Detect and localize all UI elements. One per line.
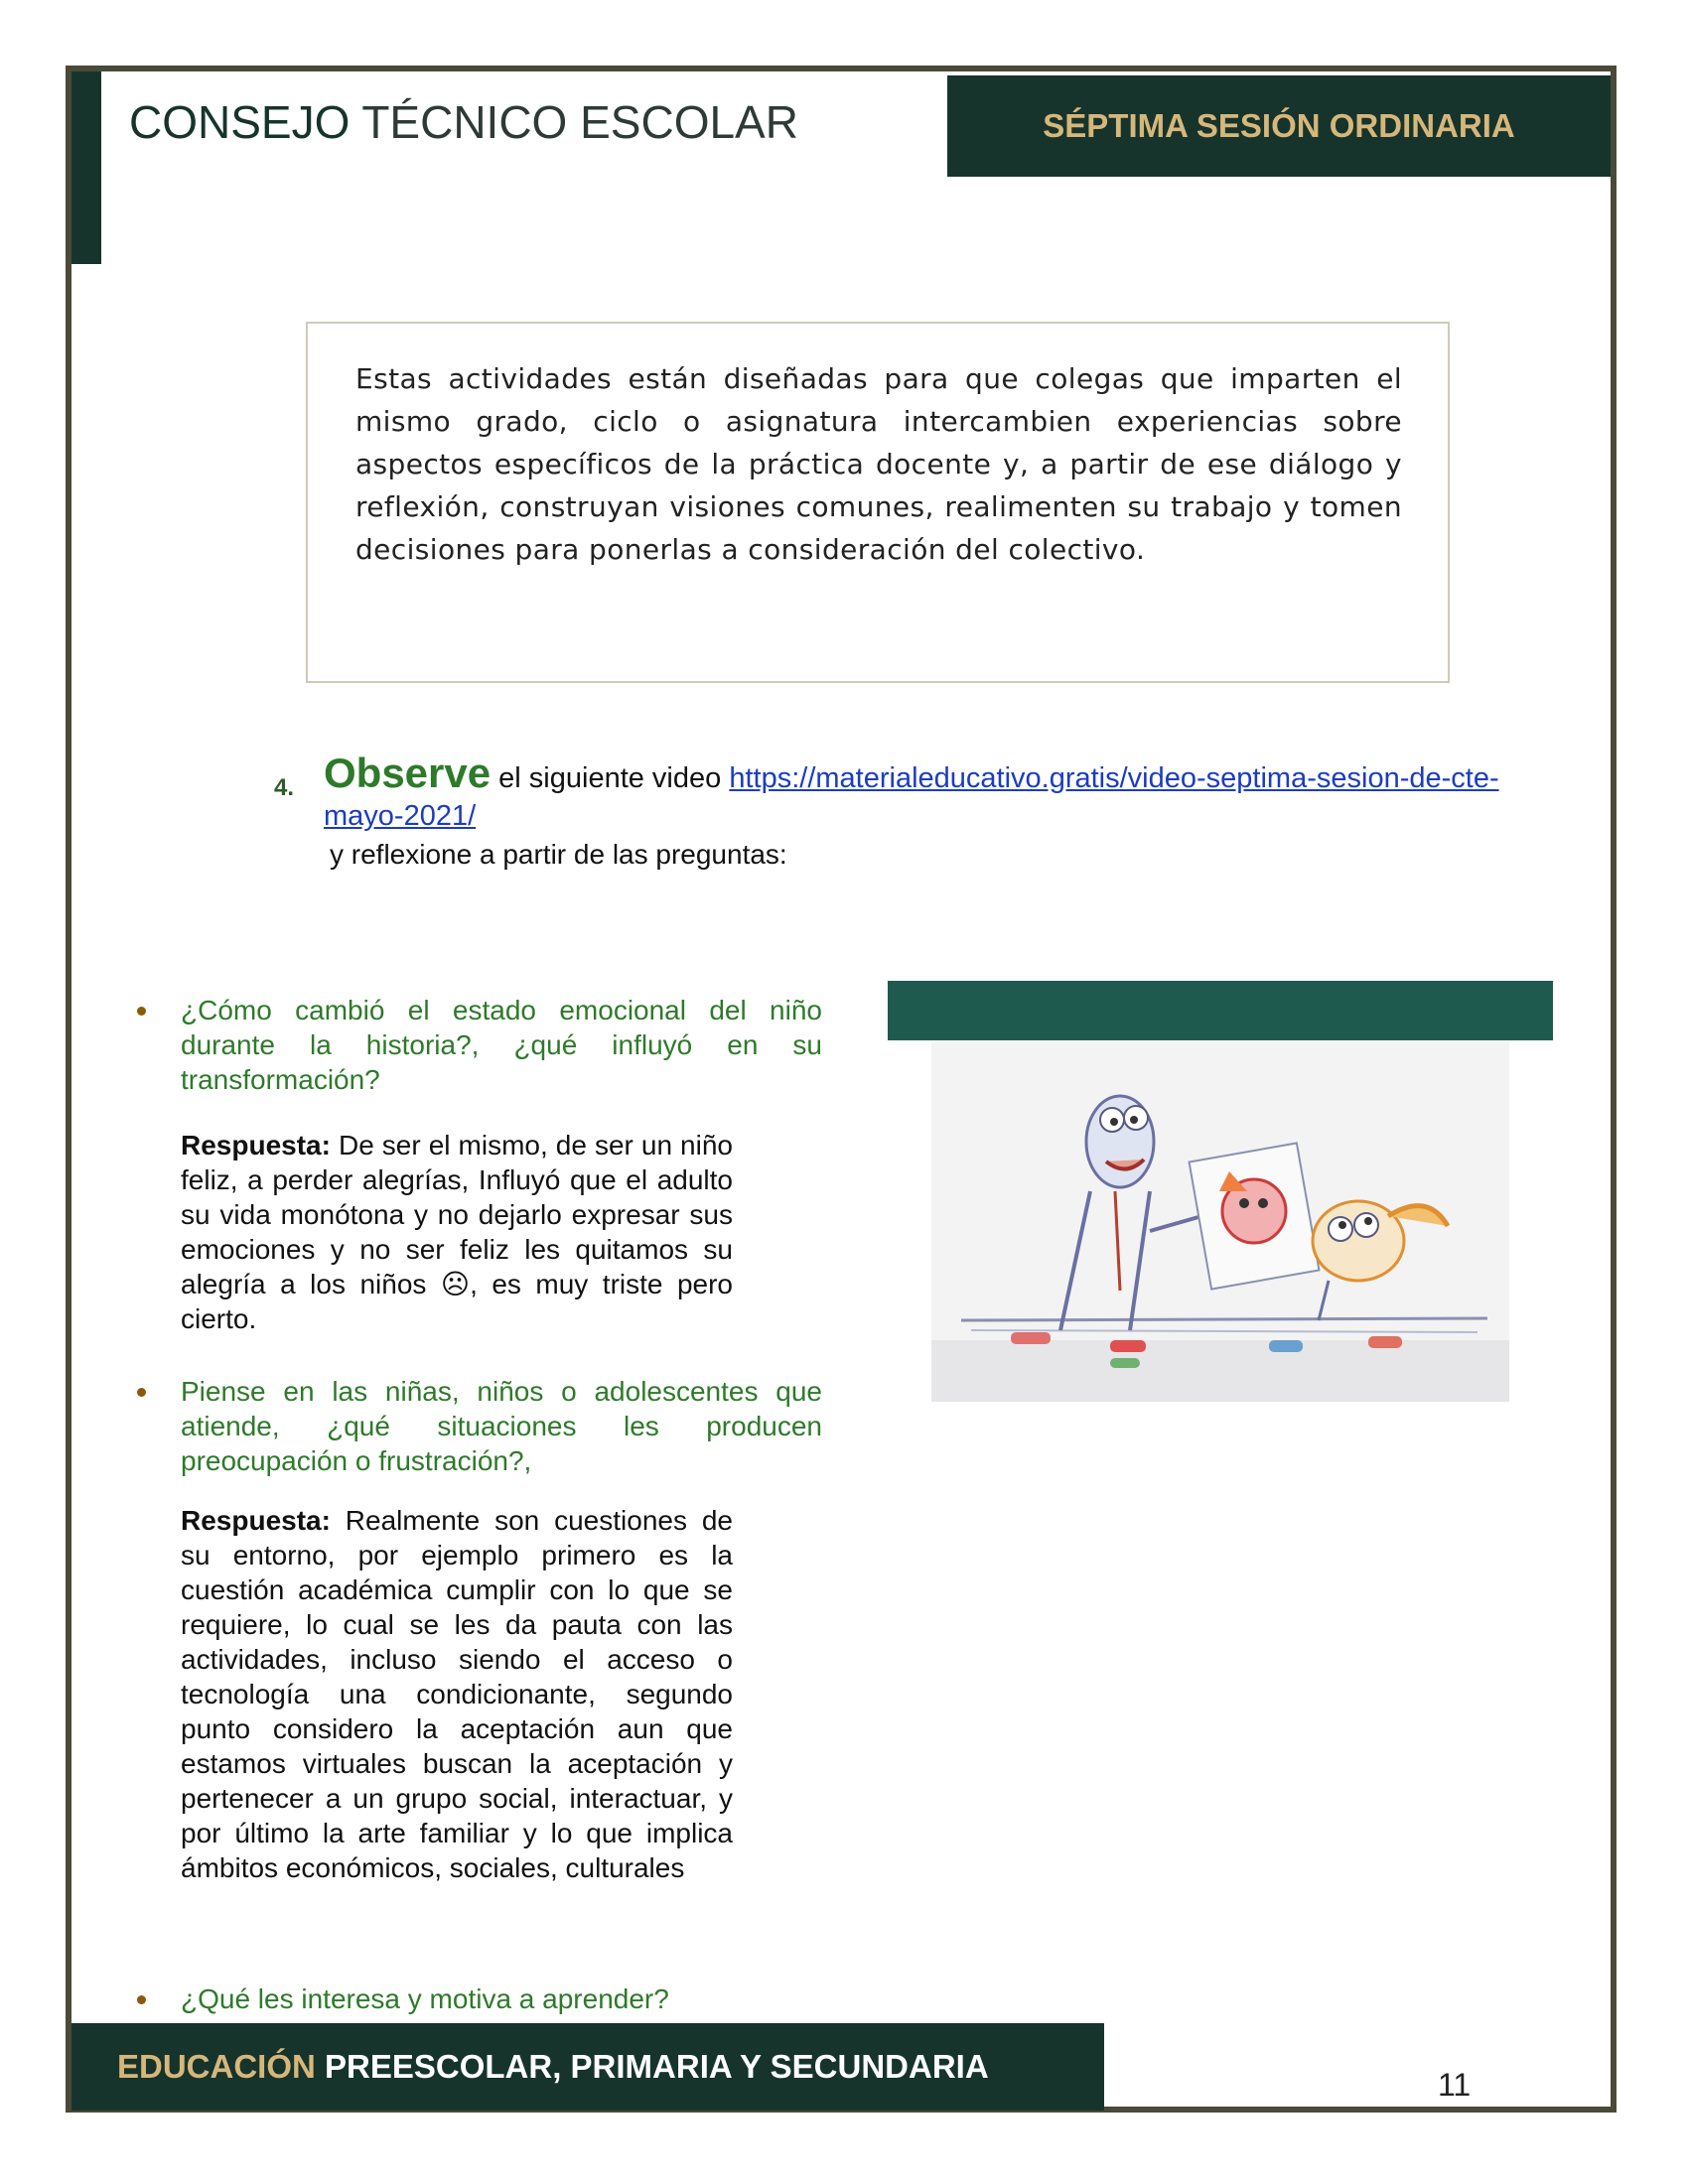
step-instruction (274, 750, 1555, 871)
video-title-bar (888, 981, 1553, 1040)
question-text-3: ¿Qué les interesa y motiva a aprender? (181, 1983, 669, 2014)
answer-text-2: Realmente son cuestiones de su entorno, por ejemplo primero es la cuestión académica cumplir con lo que se requiere, lo cual se les da pauta con las actividades, incluso siendo el acceso o tecnología una condicionante, segundo punto considero la aceptación aun que estamos virtuales buscan la aceptación y pertenecer a un grupo social, interactuar, y por último la arte familiar y lo que implica ámbitos económicos, sociales, culturales (181, 1505, 733, 1883)
bullet-icon (137, 1388, 146, 1397)
question-item-2 (137, 1374, 822, 1478)
session-header-box (947, 75, 1611, 177)
session-label: SÉPTIMA SESIÓN ORDINARIA (1043, 107, 1515, 144)
header-title (129, 95, 798, 149)
footer-accent: EDUCACIÓN (117, 2048, 316, 2085)
answer-label-1: Respuesta: (181, 1130, 331, 1160)
step-number: 4. (274, 774, 295, 801)
page-number: 11 (1438, 2067, 1472, 2103)
bullet-icon (137, 1995, 146, 2004)
answer-1 (181, 1128, 733, 1336)
answer-label-2: Respuesta: (181, 1505, 331, 1536)
question-text-2: Piense en las niñas, niños o adolescentes que atiende, ¿qué situaciones les producen preocupación o frustración?, (181, 1376, 822, 1476)
footer-rest: PREESCOLAR, PRIMARIA Y SECUNDARIA (315, 2048, 989, 2085)
footer-bar (71, 2023, 1104, 2111)
header-left-accent-bar (71, 71, 101, 264)
question-item-1 (137, 993, 822, 1097)
step-text: el siguiente video (491, 762, 730, 794)
bullet-icon (137, 1007, 146, 1016)
question-item-3 (137, 1981, 822, 2016)
step-verb: Observe (324, 750, 492, 796)
step-body (324, 750, 1555, 835)
answer-2 (181, 1503, 733, 1885)
header-title-rest: TÉCNICO ESCOLAR (350, 96, 798, 148)
intro-box (306, 322, 1450, 683)
video-link[interactable]: https://materialeducativo.gratis/video-septima-sesion-de-cte-mayo-2021/ (324, 762, 1499, 832)
answer-text-1: De ser el mismo, de ser un niño feliz, a perder alegrías, Influyó que el adulto su vida monótona y no dejarlo expresar sus emociones y no ser feliz les quitamos su alegría a los niños ☹, es muy triste pero cierto. (181, 1130, 733, 1334)
intro-text: Estas actividades están diseñadas para que colegas que imparten el mismo grado, ciclo o asignatura intercambien experiencias sobre aspectos específicos de la práctica docente y, a partir de ese diálogo y reflexión, construyan visiones comunes, realimenten su trabajo y tomen decisiones para ponerlas a consideración del colectivo. (355, 362, 1402, 566)
question-text-1: ¿Cómo cambió el estado emocional del niño durante la historia?, ¿qué influyó en su transformación? (181, 995, 822, 1095)
step-after-text: y reflexione a partir de las preguntas: (330, 839, 787, 870)
video-thumbnail-illustration (931, 1042, 1509, 1402)
cartoon-illustration (931, 1042, 1509, 1402)
header-title-bold: CONSEJO (129, 96, 351, 148)
